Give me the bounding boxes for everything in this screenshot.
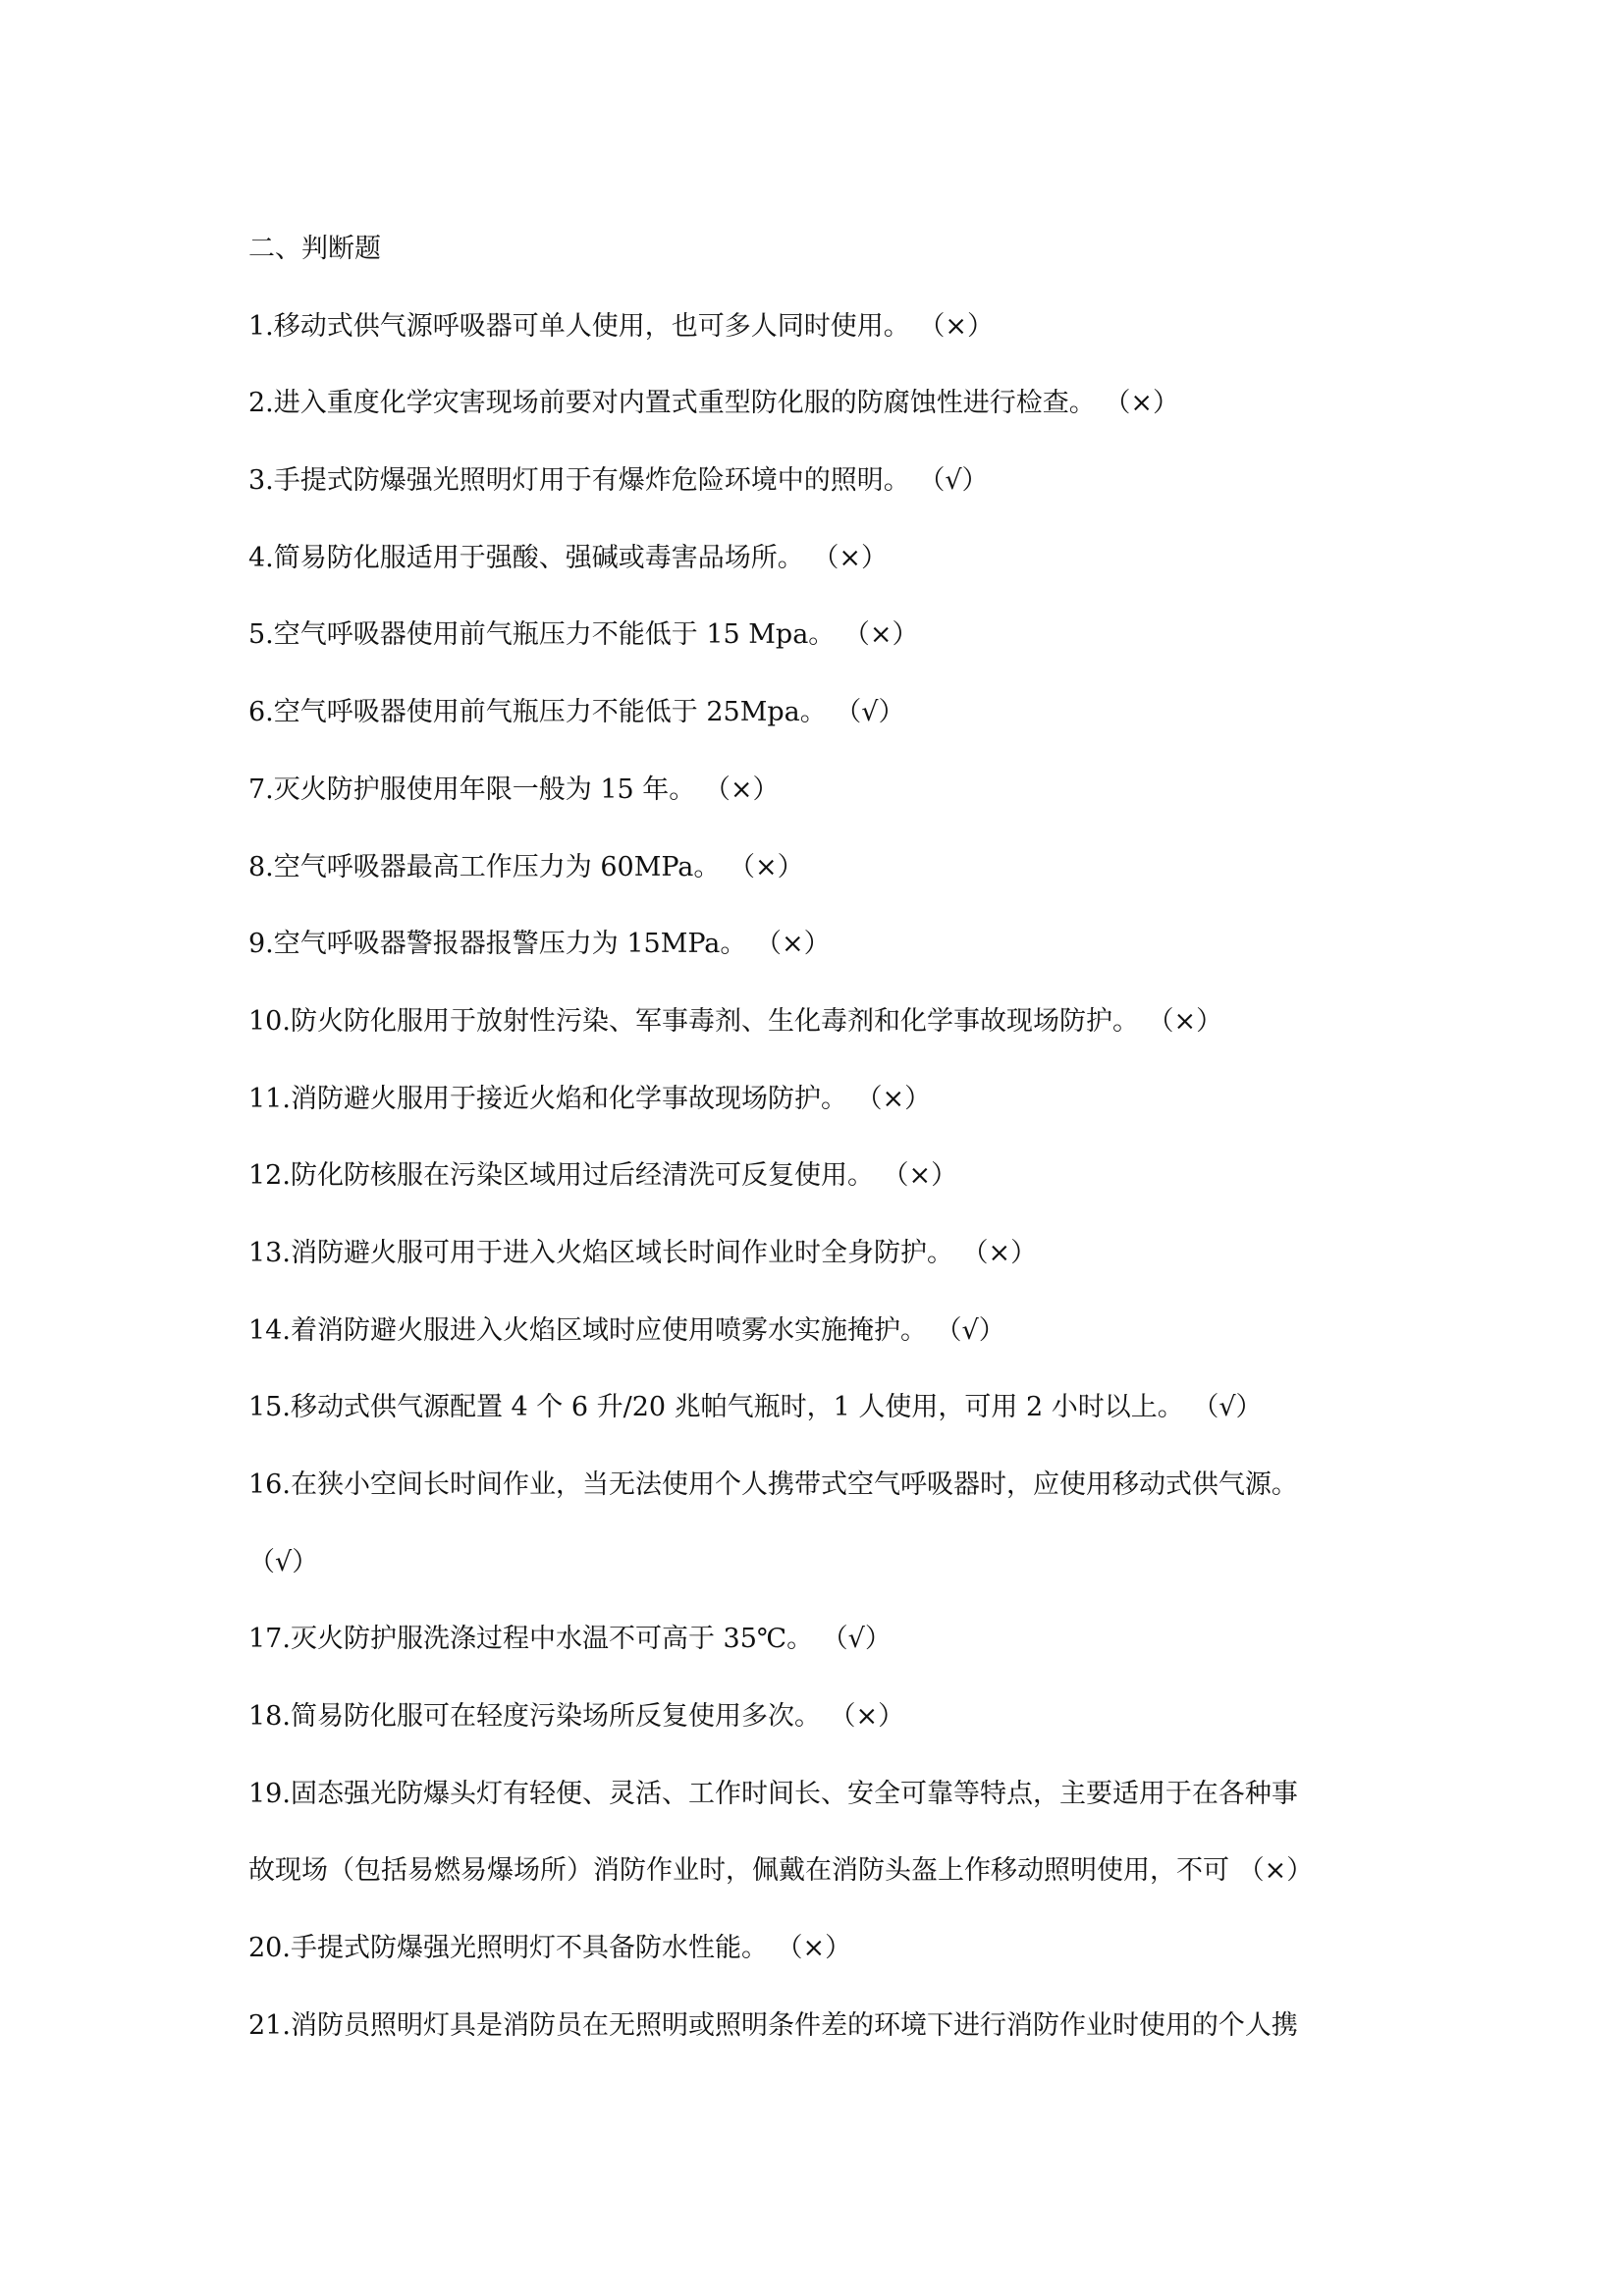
section-title: 二、判断题	[248, 234, 381, 264]
question-line: 2.进入重度化学灾害现场前要对内置式重型防化服的防腐蚀性进行检查。 （×）	[248, 388, 1179, 419]
question-line: 13.消防避火服可用于进入火焰区域长时间作业时全身防护。 （×）	[248, 1237, 1038, 1268]
question-line: 15.移动式供气源配置 4 个 6 升/20 兆帕气瓶时，1 人使用，可用 2 小时以上。 （√）	[248, 1392, 1263, 1423]
question-line: 9.空气呼吸器警报器报警压力为 15MPa。 （×）	[248, 929, 831, 960]
question-section	[248, 226, 1397, 2080]
question-line: 5.空气呼吸器使用前气瓶压力不能低于 15 Mpa。 （×）	[248, 619, 919, 651]
question-line: 18.简易防化服可在轻度污染场所反复使用多次。 （×）	[248, 1701, 905, 1733]
question-line: 1.移动式供气源呼吸器可单人使用，也可多人同时使用。 （×）	[248, 310, 994, 342]
question-line-continuation: 故现场（包括易燃易爆场所）消防作业时，佩戴在消防头盔上作移动照明使用，不可 （×）	[248, 1855, 1314, 1887]
question-line: 8.空气呼吸器最高工作压力为 60MPa。 （×）	[248, 851, 804, 882]
question-line: 16.在狭小空间长时间作业，当无法使用个人携带式空气呼吸器时，应使用移动式供气源。	[248, 1469, 1298, 1500]
question-line: 11.消防避火服用于接近火焰和化学事故现场防护。 （×）	[248, 1083, 932, 1114]
question-line: 10.防火防化服用于放射性污染、军事毒剂、生化毒剂和化学事故现场防护。 （×）	[248, 1005, 1223, 1037]
question-line: 21.消防员照明灯具是消防员在无照明或照明条件差的环境下进行消防作业时使用的个人携	[248, 2009, 1298, 2041]
question-line: 19.固态强光防爆头灯有轻便、灵活、工作时间长、安全可靠等特点，主要适用于在各种事	[248, 1778, 1298, 1809]
question-line: 12.防化防核服在污染区域用过后经清洗可反复使用。 （×）	[248, 1160, 958, 1192]
question-line: 6.空气呼吸器使用前气瓶压力不能低于 25Mpa。 （√）	[248, 697, 905, 728]
question-line: 7.灭火防护服使用年限一般为 15 年。 （×）	[248, 774, 780, 805]
question-line: 20.手提式防爆强光照明灯不具备防水性能。 （×）	[248, 1933, 852, 1964]
question-line: 4.简易防化服适用于强酸、强碱或毒害品场所。 （×）	[248, 542, 888, 573]
question-line: 17.灭火防护服洗涤过程中水温不可高于 35℃。 （√）	[248, 1624, 892, 1655]
question-line-continuation: （√）	[248, 1546, 319, 1577]
question-line: 14.着消防避火服进入火焰区域时应使用喷雾水实施掩护。 （√）	[248, 1314, 1005, 1346]
question-line: 3.手提式防爆强光照明灯用于有爆炸危险环境中的照明。 （√）	[248, 465, 989, 497]
